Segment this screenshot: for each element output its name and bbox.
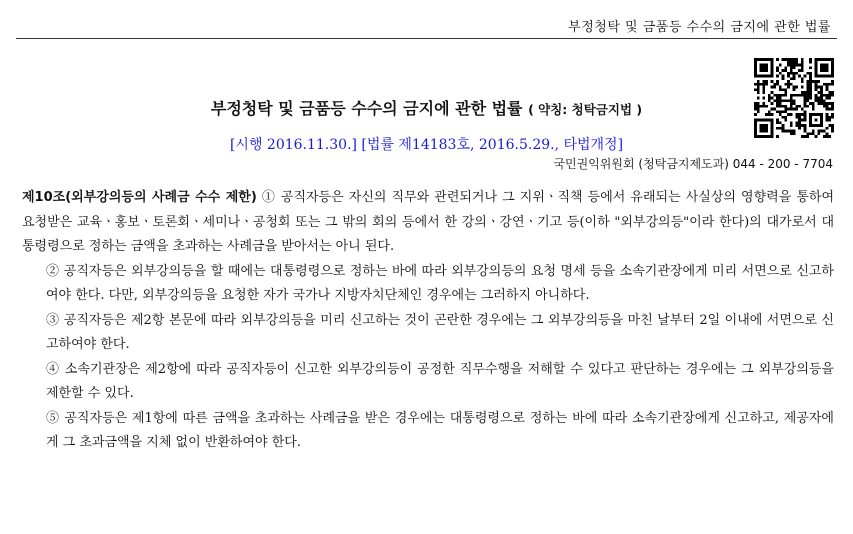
header-rule [16, 38, 837, 39]
article-title: 제10조(외부강의등의 사례금 수수 제한) [22, 190, 257, 205]
ministry-contact: 국민권익위원회 (청탁금지제도과) 044 - 200 - 7704 [553, 157, 833, 171]
article-para-2: ② 공직자등은 외부강의등을 할 때에는 대통령령으로 정하는 바에 따라 외부강의등의 요청 명세 등을 소속기관장에게 미리 서면으로 신고하여야 한다. 다만, 외부강의등을 요청한 자가 국가나 지방자치단체인 경우에는 그러하지 아니하다. [46, 263, 834, 303]
article-para-1-text: ① 공직자등은 자신의 직무와 관련되거나 그 지위ㆍ직책 등에서 유래되는 사실상의 영향력을 통하여 요청받은 교육ㆍ홍보ㆍ토론회ㆍ세미나ㆍ공청회 또는 그 밖의 회의 등에서 한 강의ㆍ강연ㆍ기고 등(이하 "외부강의등"이라 한다)의 대가로서 대통령령으로 정하는 금액을 초과하는 사례금을 받아서는 아니 된다. [22, 190, 835, 254]
article-para-4: ④ 소속기관장은 제2항에 따라 공직자등이 신고한 외부강의등이 공정한 직무수행을 저해할 수 있다고 판단하는 경우에는 그 외부강의등을 제한할 수 있다. [46, 361, 834, 401]
law-title [0, 96, 853, 119]
law-title-text: 부정청탁 및 금품등 수수의 금지에 관한 법률 [210, 99, 523, 118]
enforcement-info: [시행 2016.11.30.] [법률 제14183호, 2016.5.29., 타법개정] [229, 137, 624, 153]
running-header: 부정청탁 및 금품등 수수의 금지에 관한 법률 [568, 20, 831, 35]
article-para-1 [22, 186, 834, 260]
article-para-3: ③ 공직자등은 제2항 본문에 따라 외부강의등을 미리 신고하는 것이 곤란한 경우에는 그 외부강의등을 마친 날부터 2일 이내에 서면으로 신고하여야 한다. [46, 312, 834, 352]
law-abbreviation: ( 약칭: 청탁금지법 ) [528, 102, 643, 117]
article-body [22, 186, 834, 456]
article-para-5: ⑤ 공직자등은 제1항에 따른 금액을 초과하는 사례금을 받은 경우에는 대통령령으로 정하는 바에 따라 소속기관장에게 신고하고, 제공자에게 그 초과금액을 지체 없이 반환하여야 한다. [46, 410, 834, 450]
